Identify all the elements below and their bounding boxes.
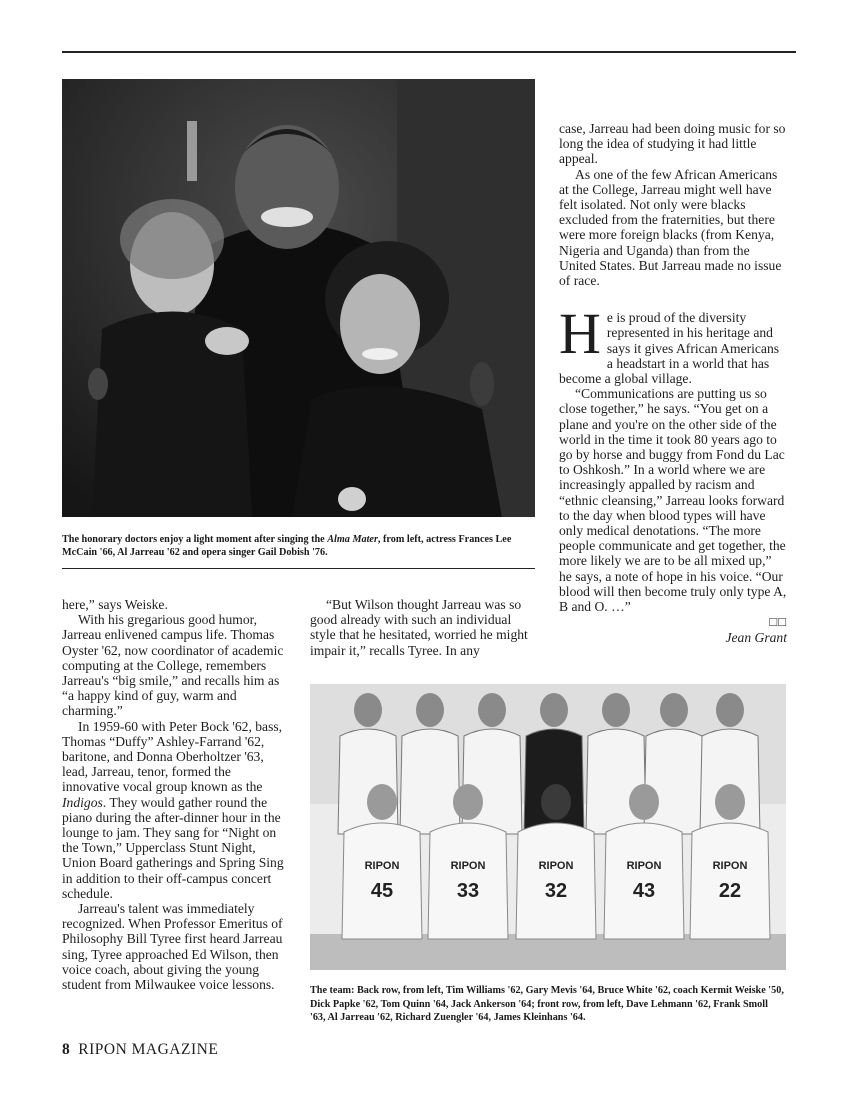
front-row-head (715, 784, 745, 820)
left-p2-em: Indigos (62, 794, 103, 810)
left-paragraph-1: With his gregarious good humor, Jarreau enlivened campus life. Thomas Oyster '62, now coordinator of academic computing at the College, remembers Jarreau's “big smile,” and recalls him as “a happy kind of guy, warm and charming.” (62, 612, 284, 719)
back-row-head (540, 693, 568, 727)
magazine-name: RIPON MAGAZINE (78, 1041, 219, 1058)
jersey-number: 32 (544, 880, 568, 902)
back-row-jersey (338, 729, 398, 834)
back-row-head (716, 693, 744, 727)
team-photo (310, 684, 786, 970)
caption-text-post: , from left, actress Frances Lee McCain '66, Al Jarreau '62 and opera singer Gail Dobish '76. (62, 534, 512, 558)
page-number: 8 (62, 1041, 71, 1058)
front-row-head (541, 784, 571, 820)
back-row-head (354, 693, 382, 727)
left-paragraph-2 (62, 719, 287, 901)
back-row-jersey (586, 729, 646, 834)
jersey-word: RIPON (626, 860, 662, 872)
end-mark: □□ (769, 614, 787, 630)
middle-paragraph-1: “But Wilson thought Jarreau was so good already with such an individual style that he hesitated, worried he might impair it,” recalls Tyree. In any (310, 597, 528, 658)
caption-rule (62, 568, 535, 569)
right-column (559, 121, 787, 645)
back-row-head (660, 693, 688, 727)
left-column (62, 597, 287, 992)
back-row-jersey (400, 729, 460, 834)
header-rule (62, 51, 796, 53)
team-photo-caption: The team: Back row, from left, Tim Williams '62, Gary Mevis '64, Bruce White '62, coach Kermit Weiske '50, Dick Papke '62, Tom Quinn '64, Jack Ankerson '64; front row, from left, Dave Lehmann '62, Frank Smoll '63, Al Jarreau '62, Richard Zuengler '64, James Kleinhans '64. (310, 985, 784, 1023)
right-paragraph-3: “Communications are putting us so close together,” he says. “You get on a plane and you're on the other side of the world in the time it took 80 years ago to go by horse and buggy from Fond du Lac to Oshkosh.” In a world where we are increasingly appalled by racism and “ethnic cleansing,” Jarreau looks forward to the day when blood types will have only medical denotations. “The more people communicate and get together, the more likely we are to be all mixed up,” he says, a note of hope in his voice. “Our blood will then become truly only type A, B and O. …” (559, 386, 787, 615)
front-row-head (629, 784, 659, 820)
jersey-number: 45 (370, 880, 394, 902)
dropcap-paragraph-text: e is proud of the diversity represented in his heritage and says it gives African Americans a headstart in a world that has become a global village. (559, 310, 780, 387)
page-footer (62, 1041, 218, 1059)
left-p2-pre: In 1959-60 with Peter Bock '62, bass, Thomas “Duffy” Ashley-Farrand '62, baritone, and Donna Oberholtzer '63, lead, Jarreau, tenor, formed the innovative vocal group known as the (62, 718, 283, 795)
right-paragraph-2: As one of the few African Americans at the College, Jarreau might well have felt isolated. Not only were blacks excluded from the fraternities, but there were more foreign blacks (from Kenya, Nigeria and Uganda) than from the United States. But Jarreau made no issue of race. (559, 166, 782, 289)
caption-text-em: Alma Mater (327, 534, 378, 545)
front-row-head (453, 784, 483, 820)
back-row-head (478, 693, 506, 727)
byline: Jean Grant (725, 629, 787, 645)
team-photo-drawing (310, 684, 786, 970)
drop-cap: H (559, 301, 601, 367)
right-paragraph-1: case, Jarreau had been doing music for so long the idea of studying it had little appeal. (559, 121, 786, 167)
back-row-jersey (644, 729, 704, 834)
jersey-number: 43 (632, 880, 656, 902)
left-paragraph-3: Jarreau's talent was immediately recognized. When Professor Emeritus of Philosophy Bill Tyree first heard Jarreau sing, Tyree approached Ed Wilson, then voice coach, about giving the young student from Milwaukee voice lessons. (62, 901, 283, 993)
jersey-number: 22 (718, 880, 742, 902)
top-photo-caption (62, 533, 534, 559)
front-row-head (367, 784, 397, 820)
middle-column (310, 597, 530, 658)
caption-text-pre: The honorary doctors enjoy a light moment after singing the (62, 534, 328, 545)
back-row-head (602, 693, 630, 727)
left-p2-post: . They would gather round the piano during the after-dinner hour in the lounge to jam. They sang for “Night on the Town,” Upperclass Stunt Night, Union Board gatherings and Spring Sing in addition to their off-campus concert schedule. (62, 794, 284, 901)
dropcap-paragraph (559, 301, 787, 387)
back-row-head (416, 693, 444, 727)
jersey-word: RIPON (538, 860, 574, 872)
jersey-word: RIPON (364, 860, 400, 872)
left-lead: here,” says Weiske. (62, 597, 168, 612)
jersey-number: 33 (456, 880, 480, 902)
jersey-word: RIPON (450, 860, 486, 872)
jersey-word: RIPON (712, 860, 748, 872)
honorary-doctors-photo (62, 79, 535, 517)
